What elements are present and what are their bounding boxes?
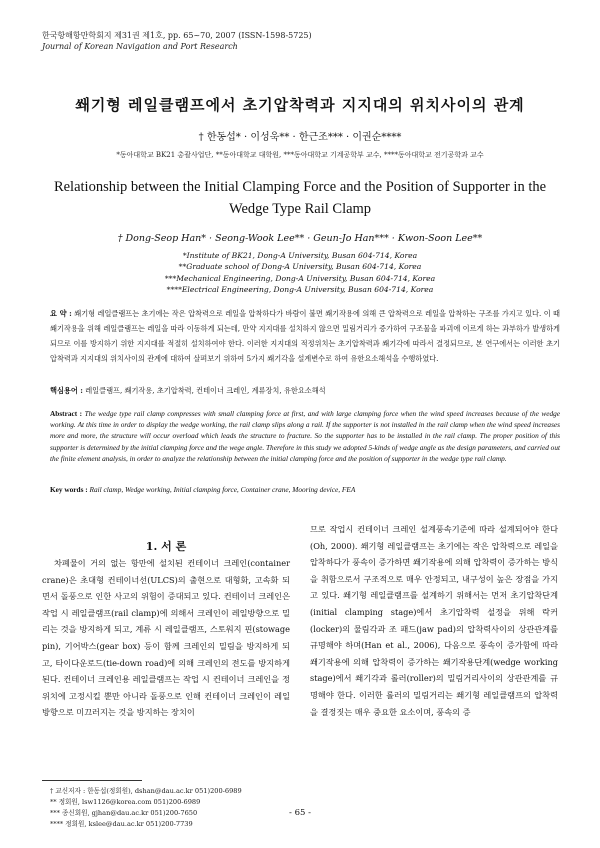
affiliation-line: ****Electrical Engineering, Dong-A University, Busan 604-714, Korea xyxy=(166,285,434,295)
journal-header xyxy=(42,30,312,52)
footnote: † 교신저자 : 한동섭(정회원), dshan@dau.ac.kr 051)200-6989 xyxy=(50,787,242,795)
abstract-en-text: The wedge type rail clamp compresses with small clamping force at first, and with large clamping force when the wind speed increases because of the wedge working. At this time in order to display the wedge working, the rail clamp slips along a rail. If the supporter is not installed in the rail clamp when the wind speed increases more and more, the structure will occur overload which leads the structure to fracture. So the supporter has to be installed in the rail clamp. The proper position of this supporter is determined by the initial clamping force and the wege angle. Therefore in this study we adopted 5-kinds of wedge angle as the design parameters, and carried out the finite element analysis, in order to analyze the relationship between the initial clamping force and the position of supporter in the wedge type rail clamp. xyxy=(50,409,560,463)
section-title-introduction: 1. 서 론 xyxy=(145,540,187,553)
body-column-right: 므로 작업시 컨테이너 크레인 설계풍속기준에 따라 설계되어야 한다(Oh, 2000). 쐐기형 레일클램프는 초기에는 작은 압착력으로 레일을 압착하다가 풍속이 증가하면 쐐기작용에 의해 압착력이 증가하는 방식을 취함으로서 구조적으로 매우 안정되고, 내구성이 높은 장점을 가지고 있다. 쐐기형 레일클램프를 설계하기 위해서는 먼저 초기압착단계(initial clamping stage)에서 초기압착력 설정을 위해 락커(locker)의 물림각과 조 패드(jaw pad)의 압착력사이의 상관관계를 규명해야 하며(Han et al., 2006), 다음으로 풍속이 증가함에 따라 쐐기작용에 의해 압착력이 증가하는 쐐기작용단계(wedge working stage)에서 쐐기각과 롤러(roller)의 밀림거리사이의 상관관계를 규명해야 한다. 이러한 롤러의 밀림거리는 쐐기형 레일클램프의 압착력을 결정짓는 매우 중요한 요소이며, 풍속의 증 xyxy=(310,524,558,717)
footnote: *** 종신회원, gjhan@dau.ac.kr 051)200-7650 xyxy=(50,809,198,817)
keywords-en-label: Key words : xyxy=(50,485,88,494)
abstract-en xyxy=(50,408,560,464)
affiliation-line: **Graduate school of Dong-A University, Busan 604-714, Korea xyxy=(178,262,422,272)
abstract-ko-label: 요 약 : xyxy=(50,309,72,318)
keywords-en xyxy=(50,485,560,494)
footnote: ** 정회원, lsw1126@korea.com 051)200-6989 xyxy=(50,798,201,806)
abstract-en-label: Abstract : xyxy=(50,409,83,418)
abstract-ko-text: 쐐기형 레일클램프는 초기에는 작은 압착력으로 레일을 압착하다가 바람이 불면 쐐기작용에 의해 큰 압착력으로 레일을 압착하는 구조를 가지고 있다. 이 때 쐐기작용을 위해 레일클램프는 레일을 따라 이동하게 되는데, 만약 지지대를 설치하지 않으면 밀림거리가 증가하여 구조물을 파괴에 이르게 하는 과부하가 발생하게 되므로 이를 방지하기 위한 지지대를 적절히 설치하여야 한다. 이러한 지지대의 적정위치는 초기압착력과 쐐기각에 따라서 결정되므로, 본 연구에서는 이러한 초기압착력과 지지대의 위치사이의 관계에 대하여 살펴보기 위하여 5가지 쐐기각을 설계변수로 하여 유한요소해석을 수행하였다. xyxy=(50,309,561,363)
affiliations-ko: *동아대학교 BK21 총괄사업단, **동아대학교 대학원, ***동아대학교 기계공학부 교수, ****동아대학교 전기공학과 교수 xyxy=(116,151,484,159)
affiliation-line: *Institute of BK21, Dong-A University, Busan 604-714, Korea xyxy=(182,251,418,260)
authors-en: † Dong-Seop Han* · Seong-Wook Lee** · Geun-Jo Han*** · Kwon-Soon Lee** xyxy=(117,233,483,244)
journal-name-en: Journal of Korean Navigation and Port Research xyxy=(42,42,238,51)
page-number: - 65 - xyxy=(289,808,311,818)
affiliations-en xyxy=(0,250,600,296)
footnote: **** 정회원, kslee@dau.ac.kr 051)200-7739 xyxy=(50,820,193,828)
keywords-ko-text: 레일클램프, 쐐기작용, 초기압착력, 컨테이너 크레인, 계류장치, 유한요소해석 xyxy=(85,386,326,395)
body-column-left: 차폐물이 거의 없는 항만에 설치된 컨테이너 크레인(container crane)은 초대형 컨테이너선(ULCS)의 출현으로 대형화, 고속화 되면서 돌풍으로 인한 사고의 위험이 증대되고 있다. 컨테이너 크레인은 작업 시 레일클램프(rail clamp)에 의해서 크레인이 레일방향으로 밀리는 것을 방지하게 되고, 계류 시 레일클램프, 스토워지 핀(stowage pin), 기어박스(gear box) 등이 함께 크레인의 밀림을 방지하게 되고, 타이다운로드(tie-down road)에 의해 크레인의 전도를 방지하게 된다. 컨테이너 크레인용 레일클램프는 작업 시 컨테이너 크레인을 정 위치에 고정시킬 뿐만 아니라 돌풍으로 인해 컨테이너 크레인이 레일방향으로 미끄러지는 것을 방지하는 장치이 xyxy=(42,558,290,718)
keywords-ko-label: 핵심용어 : xyxy=(50,386,83,395)
footnote-divider xyxy=(42,780,142,781)
affiliation-line: ***Mechanical Engineering, Dong-A University, Busan 604-714, Korea xyxy=(164,273,436,283)
abstract-ko xyxy=(50,306,560,366)
keywords-en-text: Rail clamp, Wedge working, Initial clamping force, Container crane, Mooring device, FEA xyxy=(89,485,356,494)
journal-citation-ko: 한국항해항만학회지 제31권 제1호, pp. 65~70, 2007 (ISSN-1598-5725) xyxy=(42,31,312,40)
authors-ko: † 한동섭* · 이성욱** · 한근조*** · 이권순**** xyxy=(198,132,402,143)
paper-title-ko: 쐐기형 레일클램프에서 초기압착력과 지지대의 위치사이의 관계 xyxy=(75,96,525,114)
keywords-ko xyxy=(50,386,560,396)
paper-title-en: Relationship between the Initial Clamping Force and the Position of Supporter in the Wedge Type Rail Clamp xyxy=(53,179,547,217)
